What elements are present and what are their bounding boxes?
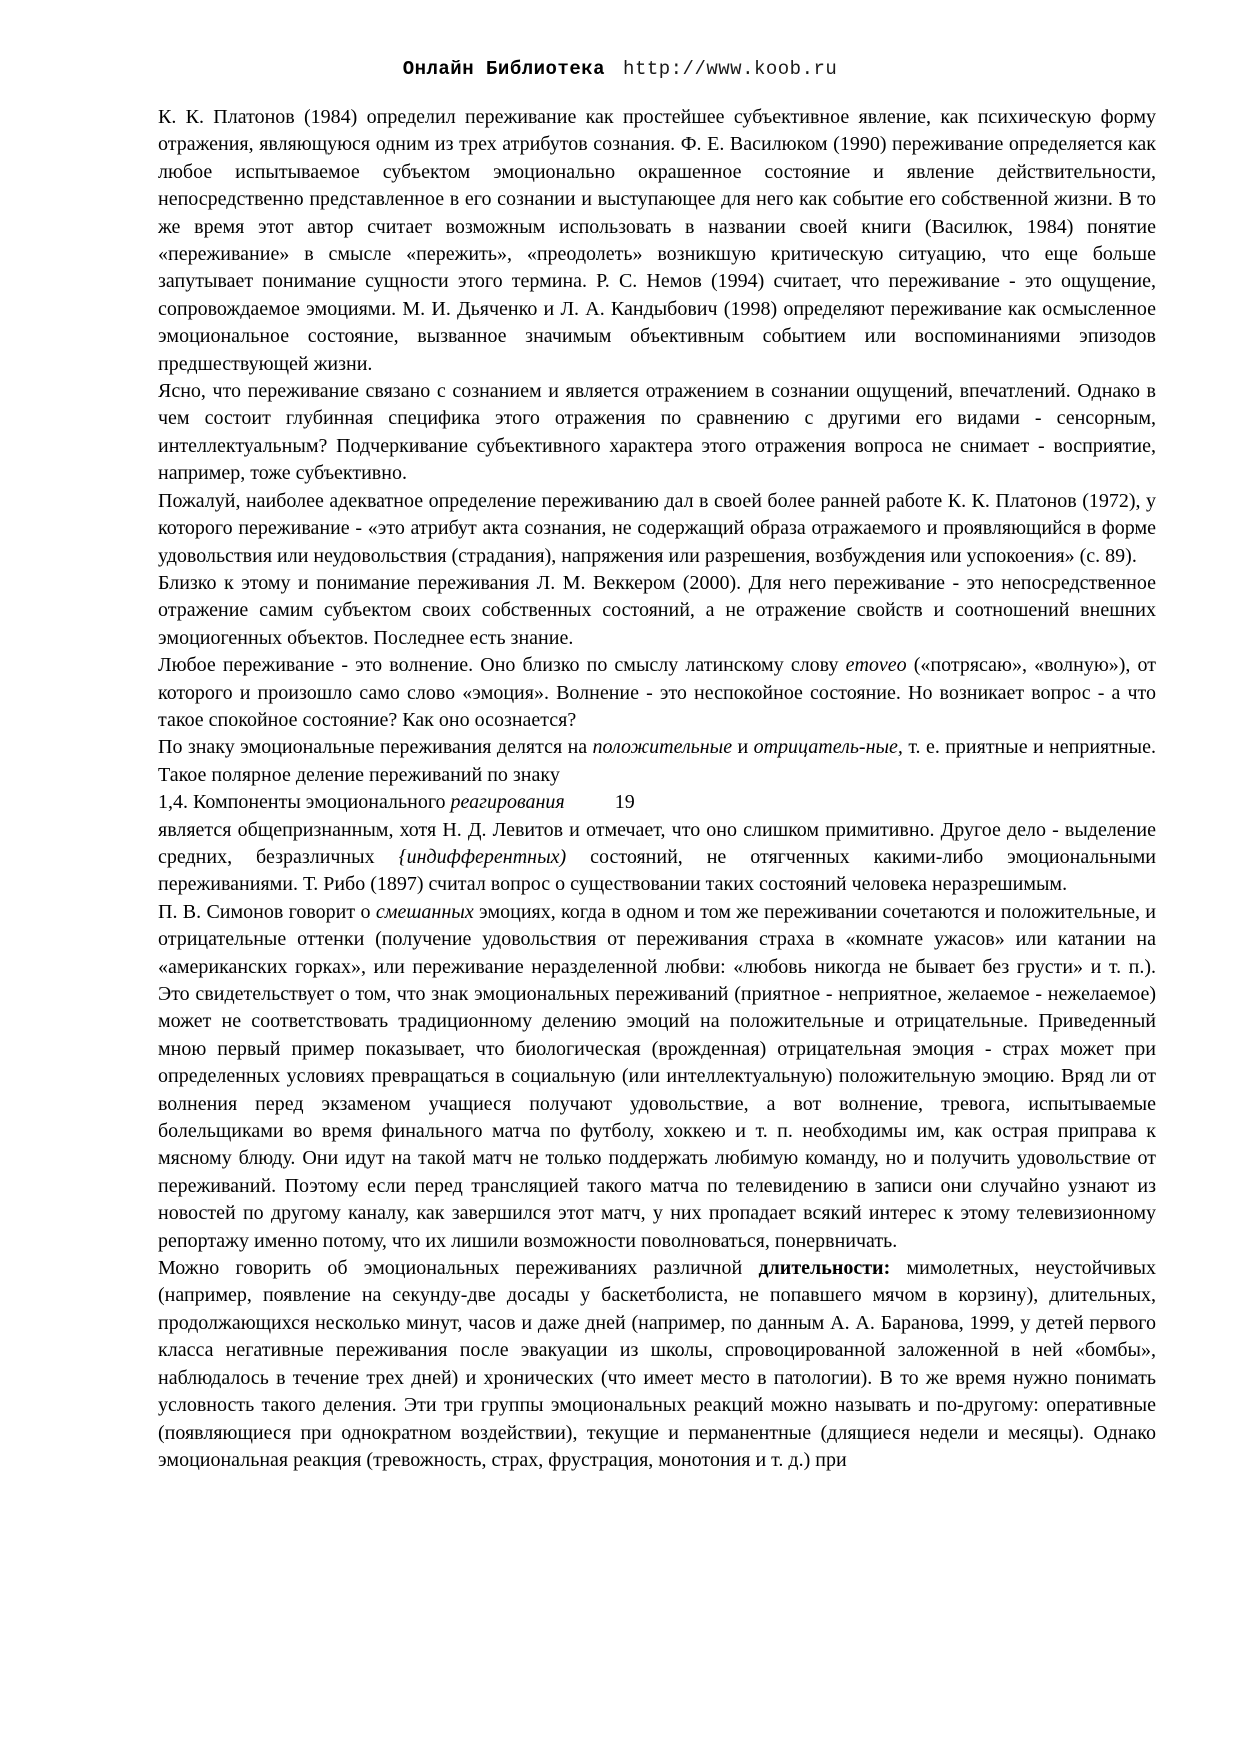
text-run: эмоциях, когда в одном и том же переживании сочетаются и положительные, и отрицательные оттенки (получение удовольствия от переживания страха в «комнате ужасов» или катании на «американских горках», или переживание неразделенной любви: «любовь никогда не бывает без грусти» и т. п.). Это свидетельствует о том, что знак эмоциональных переживаний (приятное - неприятное, желаемое - нежелаемое) может не соответствовать традиционному делению эмоций на положительные и отрицательные. Приведенный мною первый пример показывает, что биологическая (врожденная) отрицательная эмоция - страх может при определенных условиях превращаться в социальную (или интеллектуальную) положительную эмоцию. Вряд ли от волнения перед экзаменом учащиеся получают удовольствие, а вот волнение, тревога, испытываемые болельщиками во время финального матча по футболу, хоккею и т. п. необходимы им, как острая приправа к мясному блюду. Они идут на такой матч не только поддержать любимую команду, но и получить удовольствие от переживаний. Поэтому если перед трансляцией такого матча по телевидению в записи они случайно узнают из новостей по другому каналу, как завершился этот матч, у них пропадает всякий интерес к этому телевизионному репортажу именно потому, что их лишили возможности поволноваться, понервничать. — [158, 900, 1156, 1252]
italic-text: положительные — [592, 736, 733, 759]
text-run: П. В. Симонов говорит о — [158, 900, 376, 923]
paragraph-8 — [158, 899, 1156, 1255]
text-run: («потрясаю», «волную»), от которого и произошло само слово «эмоция». Волнение - это неспокойное состояние. Но возникает вопрос - а что такое спокойное состояние? Как оно осознается? — [158, 654, 1157, 731]
text-run: Близко к этому и понимание переживания Л. М. Веккером (2000). Для него переживание - это непосредственное отражение самим субъектом своих собственных состояний, а не отражение свойств и соотношений внешних эмоциогенных объектов. Последнее есть знание. — [158, 571, 1156, 649]
text-run: мимолетных, неустойчивых (например, появление на секунду-две досады у баскетболиста, не попавшего мячом в корзину), длительных, продолжающихся несколько минут, часов и даже дней (например, по данным А. А. Баранова, 1999, у детей первого класса негативные переживания после эвакуации из школы, спровоцированной заложенной в ней «бомбы», наблюдалось в течение трех дней) и хронических (что имеет место в патологии). В то же время нужно понимать условность такого деления. Эти три группы эмоциональных реакций можно называть и по-другому: оперативные (появляющиеся при однократном воздействии), текущие и перманентные (длящиеся недели и месяцы). Однако эмоциональная реакция (тревожность, страх, фрустрация, монотония и т. д.) при — [158, 1257, 1156, 1471]
italic-text: отрицатель-ные, — [753, 736, 903, 759]
text-run: Любое переживание - это волнение. Оно близко по смыслу латинскому слову — [158, 654, 846, 677]
text-run: состояний, не отягченных какими-либо эмоциональными переживаниями. Т. Рибо (1897) считал вопрос о существовании таких состояний человека неразрешимым. — [158, 845, 1156, 896]
paragraph-4 — [158, 570, 1156, 652]
paragraph-5 — [158, 652, 1156, 734]
paragraph-1 — [158, 104, 1156, 378]
text-run: Можно говорить об эмоциональных переживаниях различной — [158, 1257, 759, 1280]
text-run: Пожалуй, наиболее адекватное определение переживанию дал в своей более ранней работе К. К. Платонов (1972), у которого переживание - «это атрибут акта сознания, не содержащий образа отражаемого и проявляющийся в форме удовольствия или неудовольствия (страдания), напряжения или разрешения, возбуждения или успокоения» (с. 89). — [158, 489, 1156, 567]
text-run: и — [732, 736, 754, 759]
running-head-line — [158, 789, 1156, 816]
document-body — [158, 104, 1156, 1474]
paragraph-3 — [158, 488, 1156, 570]
text-run: 1,4. Компоненты эмоционального — [158, 791, 451, 814]
italic-text: {индифферентных) — [398, 845, 567, 868]
page-header — [0, 58, 1240, 80]
text-run: По знаку эмоциональные переживания делятся на — [158, 736, 593, 759]
text-run: Ясно, что переживание связано с сознанием и является отражением в сознании ощущений, впечатлений. Однако в чем состоит глубинная специфика этого отражения по сравнению с другими его видами - сенсорным, интеллектуальным? Подчеркивание субъективного характера этого отражения вопроса не снимает - восприятие, например, тоже субъективно. — [158, 380, 1156, 485]
page-number: 19 — [614, 791, 635, 814]
text-run: К. К. Платонов (1984) определил переживание как простейшее субъективное явление, как психическую форму отражения, являющуюся одним из трех атрибутов сознания. Ф. Е. Василюком (1990) переживание определяется как любое испытываемое субъектом эмоционально окрашенное состояние и явление действительности, непосредственно представленное в его сознании и выступающее для него как событие его собственной жизни. В то же время этот автор считает возможным использовать в названии своей книги (Василюк, 1984) понятие «переживание» в смысле «пережить», «преодолеть» возникшую критическую ситуацию, что еще больше запутывает понимание сущности этого термина. Р. С. Немов (1994) считает, что переживание - это ощущение, сопровождаемое эмоциями. М. И. Дьяченко и Л. А. Кандыбович (1998) определяют переживание как осмысленное эмоциональное состояние, вызванное значимым объективным событием или воспоминаниями эпизодов предшествующей жизни. — [158, 106, 1156, 375]
text-run: т. е. приятные и неприятные. Такое полярное деление переживаний по знаку — [158, 736, 1157, 786]
library-url: http://www.koob.ru — [623, 58, 838, 80]
bold-text: длительности: — [758, 1257, 891, 1280]
text-run: является общепризнанным, хотя Н. Д. Левитов и отмечает, что оно слишком примитивно. Другое дело - выделение средних, безразличных — [158, 818, 1156, 868]
paragraph-2 — [158, 378, 1156, 488]
italic-text: emoveo — [845, 654, 907, 677]
paragraph-6 — [158, 734, 1156, 789]
italic-text: реагирования — [450, 791, 565, 814]
italic-text: смешанных — [375, 900, 474, 923]
text-run — [565, 791, 615, 813]
library-label: Онлайн Библиотека — [402, 58, 606, 80]
paragraph-7 — [158, 817, 1156, 899]
paragraph-9 — [158, 1255, 1156, 1474]
